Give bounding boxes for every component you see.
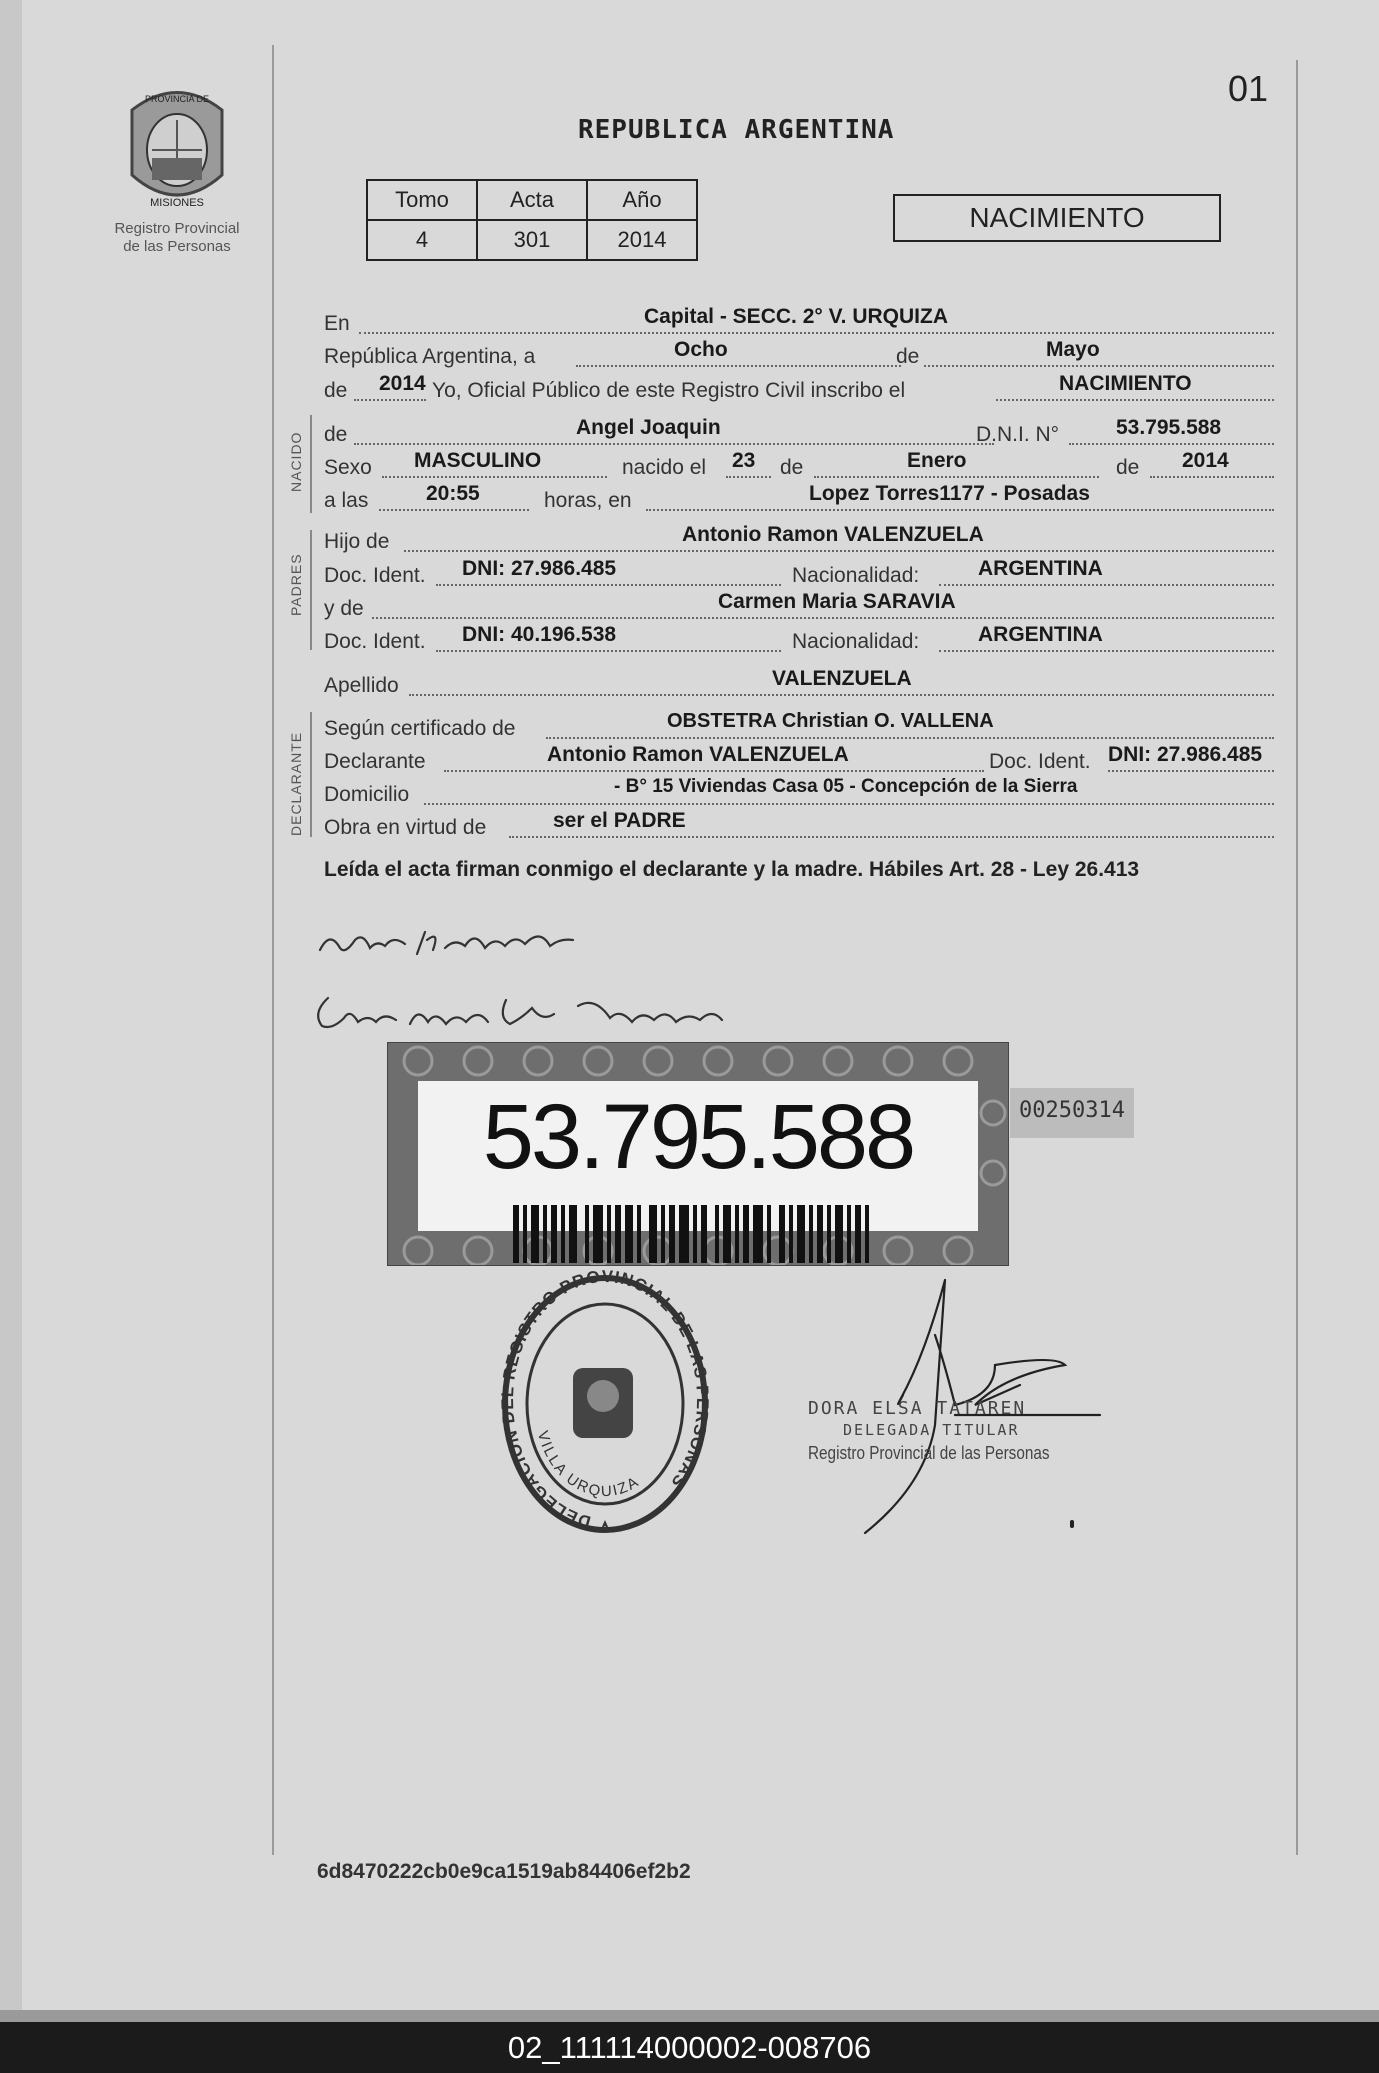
register-table [366,179,698,261]
right-margin-line [1296,60,1298,1855]
nacido-bracket [310,415,312,513]
value-time: 20:55 [426,482,480,505]
seal-ring-text: DELEGACION DEL REGISTRO PROVINCIAL DE LAS PERSONAS [497,1268,713,1532]
dotted-line [409,694,1274,696]
dotted-line [646,509,1274,511]
barcode-icon [513,1199,893,1269]
sticker-label [418,1081,978,1231]
label-de5: de [1116,456,1140,479]
label-yde: y de [324,597,364,620]
dotted-line [382,476,607,478]
dotted-line [1150,476,1274,478]
register-header-row [367,180,697,220]
official-role: DELEGADA TITULAR [843,1421,1020,1439]
page-number: 01 [1228,68,1269,109]
register-header-ano: Año [587,180,697,220]
register-value-tomo: 4 [367,220,477,260]
value-name: Angel Joaquin [576,416,721,439]
declarante-bracket [310,712,312,837]
dotted-line [576,365,901,367]
label-de4: de [780,456,804,479]
dotted-line [359,332,1274,334]
dotted-line [509,836,1274,838]
dotted-line [726,476,771,478]
value-birth-year: 2014 [1182,449,1229,472]
label-nacionalidad2: Nacionalidad: [792,630,920,653]
signature-mother-icon [310,978,760,1038]
paper-bottom-edge [0,2010,1379,2022]
value-birth-month: Enero [907,449,967,472]
value-obra: ser el PADRE [553,809,686,832]
register-value-acta: 301 [477,220,587,260]
dotted-line [996,399,1274,401]
signature-declarant-icon [315,910,615,970]
label-segun: Según certificado de [324,717,516,740]
dotted-line [354,399,426,401]
value-segun: OBSTETRA Christian O. VALLENA [667,710,994,732]
label-docident2: Doc. Ident. [324,630,426,653]
scan-filename-label: 02_111114000002-008706 [0,2022,1379,2073]
seal-center-text: VILLA URQUIZA [533,1429,643,1501]
label-domicilio: Domicilio [324,783,410,806]
label-republica: República Argentina, a [324,345,536,368]
dotted-line [372,617,1274,619]
label-alas: a las [324,489,369,512]
label-yo: Yo, Oficial Público de este Registro Civil inscribo el [432,379,906,402]
value-father-doc: DNI: 27.986.485 [462,557,617,580]
label-obra: Obra en virtud de [324,816,487,839]
value-dni: 53.795.588 [1116,416,1222,439]
label-nacido: nacido el [622,456,707,479]
side-label-padres: PADRES [288,553,304,616]
register-header-tomo: Tomo [367,180,477,220]
left-margin-line [272,45,274,1855]
padres-bracket [310,530,312,650]
label-horas: horas, en [544,489,632,512]
value-inscribo: NACIMIENTO [1059,372,1192,395]
record-type-box: NACIMIENTO [893,194,1221,242]
value-decl-doc: DNI: 27.986.485 [1108,743,1263,766]
logo-arc-bottom: MISIONES [150,197,204,209]
value-en: Capital - SECC. 2° V. URQUIZA [644,305,949,328]
logo-arc-top: PROVINCIA DE [144,94,210,104]
register-value-ano: 2014 [587,220,697,260]
dotted-line [1069,443,1274,445]
label-de: de [896,345,920,368]
label-decl-doc: Doc. Ident. [989,750,1091,773]
sticker-number: 53.795.588 [482,1086,914,1188]
dotted-line [1108,770,1274,772]
value-sexo: MASCULINO [414,449,542,472]
id-sticker [387,1042,1009,1266]
label-de2: de [324,379,348,402]
label-de3: de [324,423,348,446]
dotted-line [404,550,1274,552]
stamp-code: 00250314 [1010,1088,1134,1138]
dotted-line [444,770,984,772]
label-docident: Doc. Ident. [324,564,426,587]
official-seal-icon [495,1268,715,1540]
logo-line1: Registro Provincial [114,220,240,237]
dotted-line [424,803,1274,805]
dotted-line [939,650,1274,652]
dotted-line [924,365,1274,367]
value-apellido: VALENZUELA [772,667,912,690]
dotted-line [546,737,1274,739]
official-name: DORA ELSA TATAREN [808,1398,1027,1419]
register-header-acta: Acta [477,180,587,220]
value-father: Antonio Ramon VALENZUELA [682,523,984,546]
dotted-line [939,584,1274,586]
page-title: REPUBLICA ARGENTINA [578,115,895,145]
label-nacionalidad: Nacionalidad: [792,564,920,587]
registry-logo [112,80,242,270]
official-office: Registro Provincial de las Personas [808,1443,1050,1463]
label-apellido: Apellido [324,674,399,697]
value-birth-day: 23 [732,449,756,472]
value-place: Lopez Torres1177 - Posadas [809,482,1090,505]
dotted-line [814,476,1099,478]
dotted-line [354,443,994,445]
side-label-declarante: DECLARANTE [288,731,304,836]
logo-line2: de las Personas [123,238,231,255]
dotted-line [379,509,529,511]
value-mother-doc: DNI: 40.196.538 [462,623,617,646]
value-year: 2014 [379,372,426,395]
label-dni: D.N.I. N° [976,423,1060,446]
value-mother-nat: ARGENTINA [978,623,1103,646]
dotted-line [436,584,781,586]
official-signature-block [808,1398,1092,1464]
value-day: Ocho [674,338,728,361]
label-en: En [324,312,350,335]
value-domicilio: - B° 15 Viviendas Casa 05 - Concepción de la Sierra [614,776,1078,797]
register-value-row [367,220,697,260]
coat-of-arms-icon [122,80,232,220]
value-mother: Carmen Maria SARAVIA [718,590,956,613]
value-declarante: Antonio Ramon VALENZUELA [547,743,849,766]
legal-text: Leída el acta firman conmigo el declarante y la madre. Hábiles Art. 28 - Ley 26.413 [324,858,1140,881]
value-month: Mayo [1046,338,1100,361]
paper-edge [0,0,22,2018]
label-hijo: Hijo de [324,530,390,553]
ink-mark [1070,1520,1074,1528]
value-father-nat: ARGENTINA [978,557,1103,580]
document-hash: 6d8470222cb0e9ca1519ab84406ef2b2 [317,1860,691,1883]
dotted-line [436,650,781,652]
side-label-nacido: NACIDO [288,431,304,492]
label-declarante: Declarante [324,750,426,773]
label-sexo: Sexo [324,456,372,479]
